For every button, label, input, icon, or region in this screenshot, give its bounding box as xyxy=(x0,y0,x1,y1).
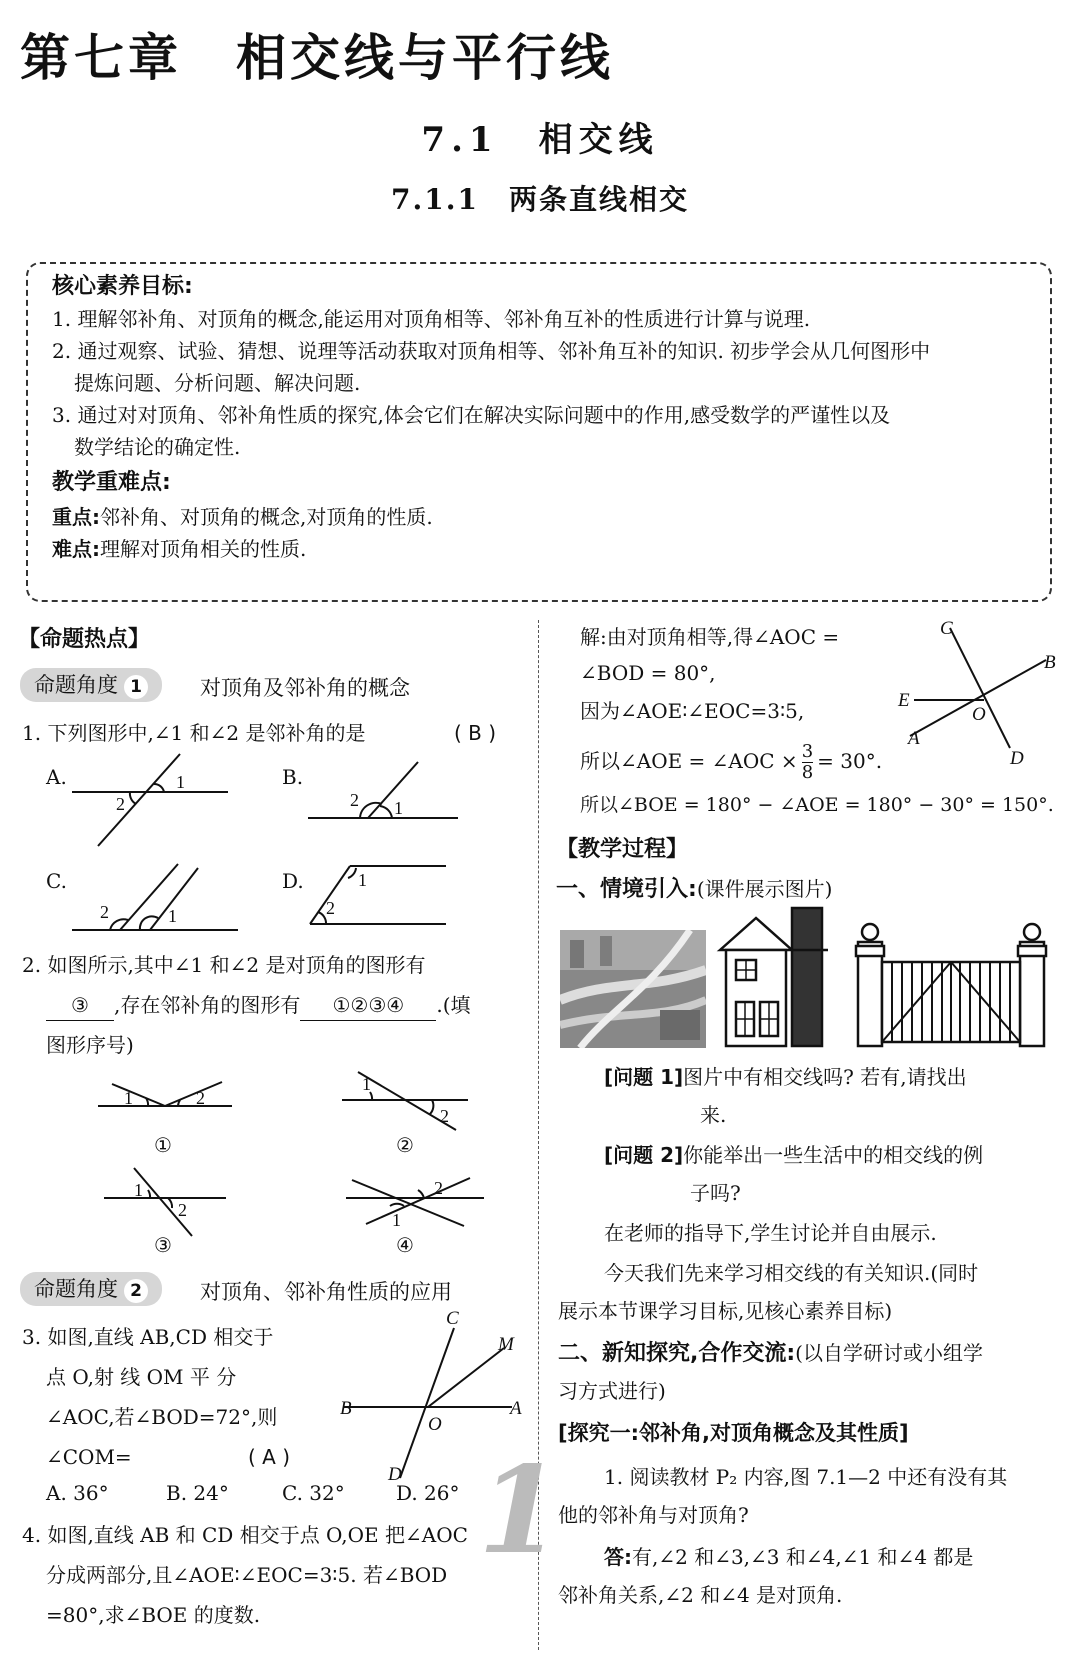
q4-line2: 分成两部分,且∠AOE∶∠EOC=3∶5. 若∠BOD xyxy=(46,1563,448,1587)
q4-label-o: O xyxy=(972,704,986,725)
q3-answer: ( A ) xyxy=(248,1445,291,1469)
q1a-angle1-label: 1 xyxy=(176,772,185,792)
explore-heading: [探究一:邻补角,对顶角概念及其性质] xyxy=(558,1421,909,1445)
read-line-2: 他的邻补角与对顶角? xyxy=(558,1503,749,1527)
q2f3-angle2-label: 2 xyxy=(178,1200,187,1220)
q3-option-c: C. 32° xyxy=(282,1481,345,1505)
q2-line3: 图形序号) xyxy=(46,1033,134,1057)
q2f4-angle2-label: 2 xyxy=(434,1178,443,1198)
q1-option-c: C. xyxy=(46,869,67,893)
answer-line-2: 邻补角关系,∠2 和∠4 是对顶角. xyxy=(558,1583,843,1607)
chapter-title: 第七章 相交线与平行线 xyxy=(20,29,614,87)
frac-den: 8 xyxy=(801,762,814,783)
angle2-pill: 命题角度 2 xyxy=(20,1272,162,1306)
hard-point: 难点:理解对顶角相关的性质. xyxy=(52,537,307,561)
sol-line2: ∠BOD = 80°, xyxy=(580,661,716,685)
sol-line3: 因为∠AOE∶∠EOC=3∶5, xyxy=(580,699,805,723)
q4-line3: =80°,求∠BOE 的度数. xyxy=(46,1603,261,1627)
para-discuss: 在老师的指导下,学生讨论并自由展示. xyxy=(604,1221,937,1245)
question-2: [问题 2]你能举出一些生活中的相交线的例 xyxy=(604,1143,984,1167)
gate-drawing xyxy=(852,922,1050,1048)
part1-line: 一、情境引入:(课件展示图片) xyxy=(556,877,833,902)
part2-note-cont: 习方式进行) xyxy=(558,1379,666,1403)
goal-item-2-cont: 提炼问题、分析问题、解决问题. xyxy=(74,371,361,395)
q3-line4: ∠COM= xyxy=(46,1445,132,1469)
q2f1-angle1-label: 1 xyxy=(124,1088,133,1108)
q3-label-o: O xyxy=(428,1414,442,1435)
q3-line1: 3. 如图,直线 AB,CD 相交于 xyxy=(22,1325,274,1349)
page-number: 1 xyxy=(478,1440,562,1581)
q2f2-angle1-label: 1 xyxy=(362,1074,371,1094)
goal-item-1: 1. 理解邻补角、对顶角的概念,能运用对顶角相等、邻补角互补的性质进行计算与说理. xyxy=(52,307,811,331)
q1-option-a: A. xyxy=(46,765,67,789)
para-today-1: 今天我们先来学习相交线的有关知识.(同时 xyxy=(604,1261,979,1285)
q1-option-d: D. xyxy=(282,869,304,893)
overpass-photo xyxy=(560,930,706,1048)
q3-label-m: M xyxy=(498,1334,514,1355)
section-title: 7.1 相交线 xyxy=(421,120,659,160)
q1-text: 1. 下列图形中,∠1 和∠2 是邻补角的是 xyxy=(22,721,366,745)
q1-answer: ( B ) xyxy=(454,721,497,745)
q2f1-angle2-label: 2 xyxy=(196,1088,205,1108)
question-1-cont: 来. xyxy=(700,1103,727,1127)
q2f4-angle1-label: 1 xyxy=(392,1210,401,1230)
q3-label-d: D xyxy=(388,1464,402,1485)
para-today-2: 展示本节课学习目标,见核心素养目标) xyxy=(558,1299,893,1323)
goal-item-2: 2. 通过观察、试验、猜想、说理等活动获取对顶角相等、邻补角互补的知识. 初步学会从几何图形中 xyxy=(52,339,931,363)
question-1: [问题 1]图片中有相交线吗? 若有,请找出 xyxy=(604,1065,967,1089)
q1c-angle1-label: 1 xyxy=(168,906,177,926)
q1c-angle2-label: 2 xyxy=(100,902,109,922)
q1b-angle1-label: 1 xyxy=(394,798,403,818)
q2-fig3-label: ③ xyxy=(154,1233,172,1257)
q3-label-c: C xyxy=(446,1308,459,1329)
q3-label-b: B xyxy=(340,1398,352,1419)
goal-item-3: 3. 通过对对顶角、邻补角性质的探究,体会它们在解决实际问题中的作用,感受数学的严谨性以及 xyxy=(52,403,891,427)
q3-line3: ∠AOC,若∠BOD=72°,则 xyxy=(46,1405,278,1429)
q2-fig4-label: ④ xyxy=(396,1233,414,1257)
q3-option-a: A. 36° xyxy=(46,1481,109,1505)
q4-label-d: D xyxy=(1010,748,1024,769)
q1-option-b: B. xyxy=(282,765,304,789)
sol-line4: 所以∠AOE = ∠AOC × $\frac{3}{8}$ = 30°. xyxy=(580,741,883,783)
sol-line5: 所以∠BOE = 180° − ∠AOE = 180° − 30° = 150°. xyxy=(580,794,1054,816)
q1d-angle1-label: 1 xyxy=(358,870,367,890)
hot-heading: 【命题热点】 xyxy=(18,627,151,652)
q3-line2: 点 O,射 线 OM 平 分 xyxy=(46,1365,237,1389)
subsection-title: 7.1.1 两条直线相交 xyxy=(391,183,689,216)
q3-label-a: A xyxy=(510,1398,522,1419)
q2f2-angle2-label: 2 xyxy=(440,1106,449,1126)
q4-label-c: C xyxy=(940,618,953,639)
read-line-1: 1. 阅读教材 P₂ 内容,图 7.1—2 中还有没有其 xyxy=(604,1465,1008,1489)
goals-heading: 核心素养目标: xyxy=(52,274,193,299)
q2-fig2-label: ② xyxy=(396,1133,414,1157)
key-point: 重点:邻补角、对顶角的概念,对顶角的性质. xyxy=(52,505,433,529)
building-drawing xyxy=(716,904,834,1050)
goal-item-3-cont: 数学结论的确定性. xyxy=(74,435,241,459)
q4-label-a: A xyxy=(908,728,920,749)
q1d-angle2-label: 2 xyxy=(326,898,335,918)
frac-num: 3 xyxy=(801,741,814,762)
q3-option-d: D. 26° xyxy=(396,1481,460,1505)
q2f3-angle1-label: 1 xyxy=(134,1180,143,1200)
process-heading: 【教学过程】 xyxy=(556,837,689,862)
angle1-pill: 命题角度 1 xyxy=(20,668,162,702)
q2-line1: 2. 如图所示,其中∠1 和∠2 是对顶角的图形有 xyxy=(22,953,426,977)
part2-line: 二、新知探究,合作交流:(以自学研讨或小组学 xyxy=(558,1341,983,1366)
sol-line1: 解:由对顶角相等,得∠AOC = xyxy=(580,625,840,649)
q1a-angle2-label: 2 xyxy=(116,794,125,814)
q1b-angle2-label: 2 xyxy=(350,790,359,810)
answer-line-1: 答:有,∠2 和∠3,∠3 和∠4,∠1 和∠4 都是 xyxy=(604,1545,974,1569)
q2-line2: ③ ,存在邻补角的图形有 ①②③④ .(填 xyxy=(46,990,471,1021)
question-2-cont: 子吗? xyxy=(690,1181,741,1205)
difficulty-heading: 教学重难点: xyxy=(52,470,171,495)
q4-label-e: E xyxy=(898,690,910,711)
q4-line1: 4. 如图,直线 AB 和 CD 相交于点 O,OE 把∠AOC xyxy=(22,1523,468,1547)
q3-option-b: B. 24° xyxy=(166,1481,229,1505)
q2-fig1-label: ① xyxy=(154,1133,172,1157)
angle2-title: 对顶角、邻补角性质的应用 xyxy=(200,1280,452,1304)
angle1-title: 对顶角及邻补角的概念 xyxy=(200,676,410,700)
q4-label-b: B xyxy=(1044,652,1056,673)
